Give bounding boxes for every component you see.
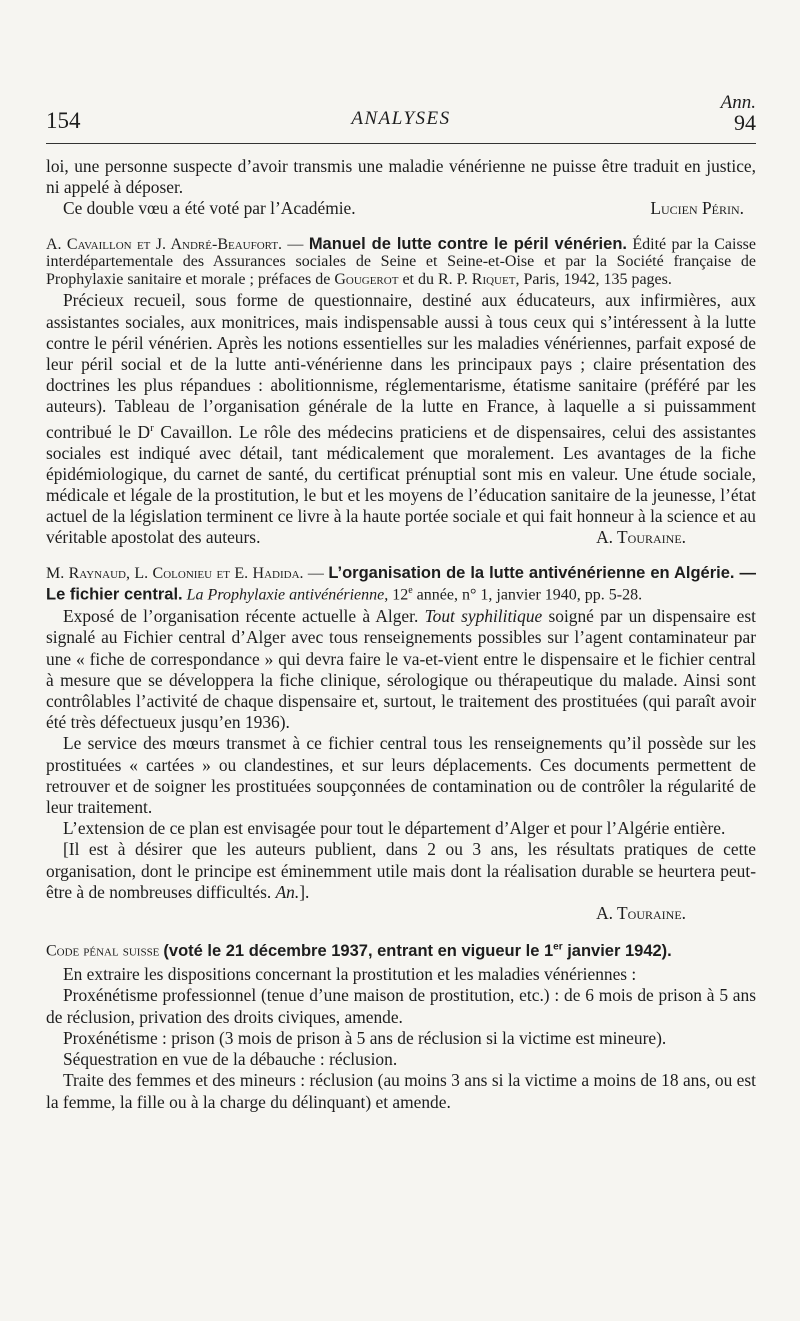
review-body (46, 290, 756, 548)
volume-label: Ann. (720, 92, 756, 113)
page-body (46, 156, 756, 1113)
review-text: Précieux recueil, sous forme de questionnaire, destiné aux éducateurs, aux infirmières, aux assistantes sociales, aux monitrices, mais indispensable aussi à tous ceux qui s’intéressent à la lutte contre le péril vénérien. Après les notions essentielles sur les maladies vénériennes, parfait exposé de leur péril social et de la lutte anti-vénérienne dans les principaux pays ; claire présentation des doctrines les plus répandues : abolitionnisme, réglementarisme, étatisme sanitaire (préféré par les auteurs). Tableau de l’organisation générale de la lutte en France, à laquelle a si puissamment contribué le D (46, 290, 756, 442)
page-number: 154 (46, 108, 81, 133)
review-paragraph: Proxénétisme : prison (3 mois de prison à 5 ans de réclusion si la victime est mineure). (63, 1027, 667, 1048)
title-text: (voté le 21 décembre 1937, entrant en vigueur le 1 (163, 941, 554, 960)
intro-paragraph-2: Ce double vœu a été voté par l’Académie. (63, 198, 356, 219)
review-paragraph (46, 606, 756, 733)
page-header (46, 0, 756, 150)
review-details: et du R. P. (402, 270, 468, 288)
review-details: , Paris, 1942, 135 pages. (515, 270, 672, 288)
preface-author: Gougerot (334, 270, 399, 288)
review-title (163, 942, 671, 960)
volume-number: 94 (734, 110, 756, 135)
review-heading (46, 236, 756, 289)
superscript: er (553, 941, 563, 953)
intro-paragraph: loi, une personne suspecte d’avoir transmis une maladie vénérienne ne puisse être traduit en justice, ni appelé à déposer. (46, 156, 756, 198)
header-rule (46, 143, 756, 144)
review-paragraph: Séquestration en vue de la débauche : réclusion. (63, 1049, 398, 1070)
review-authors: M. Raynaud, L. Colonieu et E. Hadida. — (46, 564, 324, 582)
signature: Lucien Périn. (650, 198, 744, 219)
review-paragraph: L’extension de ce plan est envisagée pour tout le département d’Alger et pour l’Algérie entière. (63, 818, 726, 839)
emphasis: Tout syphilitique (424, 606, 543, 627)
review-paragraph: Le service des mœurs transmet à ce fichier central tous les renseignements qu’il possède sur les prostituées « cartées » ou clandestines, et sur leurs déplacements. Ces documents permettent de retrouver et de soigner les prostituées soupçonnées de contamination ou de contrôler la régularité de leur traitement. (46, 733, 756, 817)
review-label: Code pénal suisse (46, 942, 160, 960)
superscript: r (150, 421, 154, 434)
review-text: ]. (299, 881, 310, 902)
review-title: Manuel de lutte contre le péril vénérien. (308, 234, 627, 253)
signature-line (46, 903, 756, 924)
review-title: L’organisation de la lutte antivénérienne en Algérie. — Le fichier central. (46, 563, 756, 604)
signature: A. Touraine. (596, 902, 686, 923)
review-heading (46, 938, 756, 960)
superscript: e (408, 585, 413, 597)
review-paragraph: Proxénétisme professionnel (tenue d’une maison de prostitution, etc.) : de 6 mois de prison à 5 ans de réclusion, privation des droits civiques, amende. (46, 985, 756, 1027)
review-text: Exposé de l’organisation récente actuelle à Alger. (63, 606, 419, 627)
review-details: , 12 (384, 586, 409, 604)
review-details: Édité par la Caisse interdépartementale des Assurances sociales de Seine et Seine-et-Oise et par la Société française de Prophylaxie sanitaire et morale ; préfaces de (46, 235, 756, 288)
preface-author: Riquet (471, 270, 516, 288)
title-text: janvier 1942). (562, 941, 672, 960)
review-paragraphs (46, 964, 756, 1112)
review-text: soigné par un dispensaire est signalé au Fichier central d’Alger avec tous renseignements possibles sur l’agent contaminateur par une « fiche de correspondance » qui devra faire le va-et-vient entre le dispensaire et le fichier central à mesure que se développera la fiche clinique, sérologique ou thérapeutique du malade. Ainsi sont contrôlables l’activité de chaque dispensaire et, surtout, le traitement des prostituées (qui paraît avoir été très défectueux jusqu’en 1936). (46, 606, 756, 733)
signature: A. Touraine. (596, 527, 686, 548)
review-paragraph: En extraire les dispositions concernant la prostitution et les maladies vénériennes : (63, 964, 637, 985)
emphasis: An. (275, 881, 300, 902)
review-heading (46, 565, 756, 605)
review-text: Cavaillon. Le rôle des médecins praticiens et de dispensaires, celui des assistantes sociales est indiqué avec détail, tant médicalement que moralement. Les avantages de la fiche épidémiologique, du carnet de santé, du certificat prénuptial sont mis en valeur. Une étude sociale, médicale et légale de la prostitution, le but et les moyens de l’éducation sanitaire de la jeunesse, l’état actuel de la législation terminent ce livre à la haute portée sociale et qui fait honneur à la science et au véritable apostolat des auteurs. (46, 421, 756, 548)
review-paragraph (46, 839, 756, 903)
review-paragraph: Traite des femmes et des mineurs : réclusion (au moins 3 ans si la victime a moins de 18 ans, ou est la femme, la fille ou à la charge du délinquant) et amende. (46, 1070, 756, 1112)
journal-page (46, 0, 756, 1112)
review-authors: A. Cavaillon et J. André-Beaufort. — (46, 235, 304, 253)
section-title: ANALYSES (351, 108, 451, 129)
review-details: année, n° 1, janvier 1940, pp. 5-28. (412, 586, 643, 604)
journal-name: La Prophylaxie antivénérienne (186, 586, 385, 604)
review-text: [Il est à désirer que les auteurs publient, dans 2 ou 3 ans, les résultats pratiques de cette organisation, dont le principe est éminemment utile mais dont la réalisation durable se heurtera peut-être à de nombreuses difficultés. (46, 839, 756, 902)
intro-signature-line (46, 198, 756, 219)
